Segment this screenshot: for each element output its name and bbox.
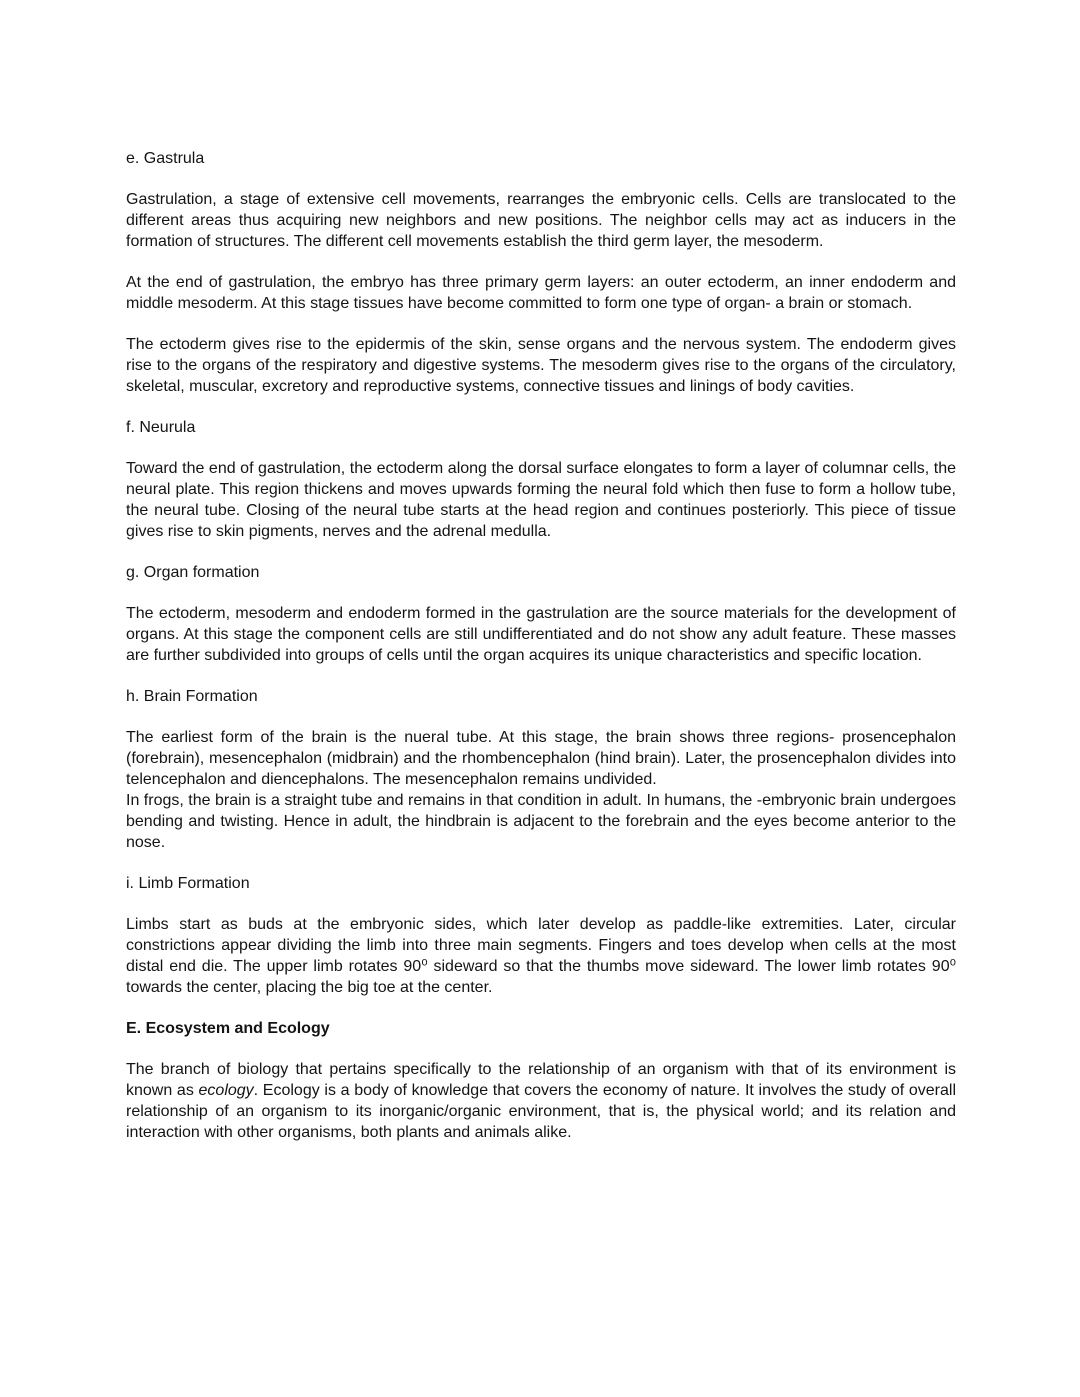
- text-run: In frogs, the brain is a straight tube and remains in that condition in adult. In humans, the -embryonic brain undergoes bending and twisting. Hence in adult, the hindbrain is adjacent to the forebrain and the eyes become anterior to the nose.: [126, 792, 956, 851]
- text-run: The branch of biology that pertains specifically to the relationship of an organism with that of its environment is known as: [126, 1061, 956, 1099]
- section-heading-limb-formation: i. Limb Formation: [126, 875, 250, 892]
- text-run: The ectoderm gives rise to the epidermis of the skin, sense organs and the nervous system. The endoderm gives rise to the organs of the respiratory and digestive systems. The mesoderm gives rise to the organs of the circulatory, skeletal, muscular, excretory and reproductive systems, connective tissues and linings of body cavities.: [126, 336, 956, 395]
- text-run: The earliest form of the brain is the nueral tube. At this stage, the brain shows three regions- prosencephalon (forebrain), mesencephalon (midbrain) and the rhombencephalon (hind brain). Later, the prosencephalon divides into telencephalon and diencephalons. The mesencephalon remains undivided.: [126, 729, 956, 788]
- section-heading-organ-formation: g. Organ formation: [126, 564, 260, 581]
- section-heading-gastrula: e. Gastrula: [126, 150, 205, 167]
- text-run: Limbs start as buds at the embryonic sides, which later develop as paddle-like extremities. Later, circular constrictions appear dividing the limb into three main segments. Fingers and toes develop when cells at the most distal end die. The upper limb rotates 90⁰ sideward so that the thumbs move sideward. The lower limb rotates 90⁰ towards the center, placing the big toe at the center.: [126, 916, 956, 996]
- text-run: The ectoderm, mesoderm and endoderm formed in the gastrulation are the source materials for the development of organs. At this stage the component cells are still undifferentiated and do not show any adult feature. These masses are further subdivided into groups of cells until the organ acquires its unique characteristics and specific location.: [126, 605, 956, 664]
- document-content: [126, 148, 956, 1163]
- paragraph-limb-formation-1: [126, 914, 956, 998]
- section-heading-neurula: f. Neurula: [126, 419, 196, 436]
- section-heading-brain-formation: h. Brain Formation: [126, 688, 258, 705]
- text-run: . Ecology is a body of knowledge that covers the economy of nature. It involves the study of overall relationship of an organism to its inorganic/organic environment, that is, the physical world; and its relation and interaction with other organisms, both plants and animals alike.: [126, 1082, 956, 1141]
- text-run: Gastrulation, a stage of extensive cell movements, rearranges the embryonic cells. Cells are translocated to the different areas thus acquiring new neighbors and new positions. The neighbor cells may act as inducers in the formation of structures. The different cell movements establish the third germ layer, the mesoderm.: [126, 191, 956, 250]
- paragraph-brain-formation-1: [126, 727, 956, 853]
- italic-term: ecology: [198, 1082, 254, 1099]
- paragraph-neurula-1: [126, 458, 956, 542]
- paragraph-gastrula-1: [126, 189, 956, 252]
- text-run: At the end of gastrulation, the embryo has three primary germ layers: an outer ectoderm, an inner endoderm and middle mesoderm. At this stage tissues have become committed to form one type of organ- a brain or stomach.: [126, 274, 956, 312]
- text-run: Toward the end of gastrulation, the ectoderm along the dorsal surface elongates to form a layer of columnar cells, the neural plate. This region thickens and moves upwards forming the neural fold which then fuse to form a hollow tube, the neural tube. Closing of the neural tube starts at the head region and continues posteriorly. This piece of tissue gives rise to skin pigments, nerves and the adrenal medulla.: [126, 460, 956, 540]
- paragraph-gastrula-3: [126, 334, 956, 397]
- section-heading-ecosystem-ecology: E. Ecosystem and Ecology: [126, 1020, 330, 1037]
- paragraph-gastrula-2: [126, 272, 956, 314]
- paragraph-ecosystem-ecology-1: [126, 1059, 956, 1143]
- paragraph-organ-formation-1: [126, 603, 956, 666]
